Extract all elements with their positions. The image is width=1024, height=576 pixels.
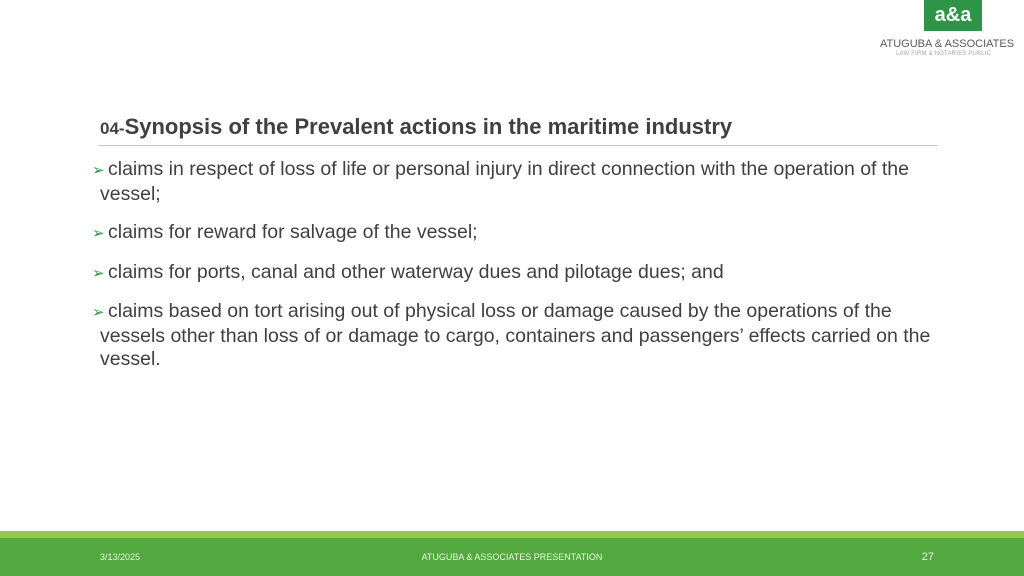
title-divider (98, 145, 938, 146)
arrow-bullet-icon: ➢ (92, 225, 105, 242)
arrow-bullet-icon: ➢ (92, 304, 105, 321)
brand-logo (924, 0, 982, 31)
arrow-bullet-icon: ➢ (92, 264, 105, 282)
page-number: 27 (921, 551, 934, 563)
list-item-text: claims in respect of loss of life or personal injury in direct connection with the operation of the vessel; (100, 158, 909, 205)
list-item (92, 261, 942, 286)
list-item (92, 158, 942, 206)
logo-tagline: LAW FIRM & NOTARIES PUBLIC (896, 51, 992, 57)
slide-title-number: 04- (100, 119, 125, 138)
slide-title (100, 114, 938, 140)
list-item-text: claims based on tort arising out of physical loss or damage caused by the operations of the vessels other than loss of or damage to cargo, containers and passengers’ effects carried on the vessel. (100, 300, 931, 370)
list-item (92, 300, 942, 372)
footer-accent-strip (0, 531, 1024, 538)
logo-mark: a&a (934, 4, 972, 26)
list-item-text: claims for ports, canal and other waterway dues and pilotage dues; and (108, 260, 724, 283)
slide-title-text: Synopsis of the Prevalent actions in the maritime industry (124, 114, 733, 139)
list-item (92, 221, 942, 246)
list-item-text: claims for reward for salvage of the vessel; (108, 221, 478, 243)
footer-title: ATUGUBA & ASSOCIATES PRESENTATION (421, 552, 603, 562)
footer-date: 3/13/2025 (100, 552, 141, 562)
bullet-list (92, 158, 942, 387)
logo-name: ATUGUBA & ASSOCIATES (880, 38, 1015, 50)
footer-bar (0, 538, 1024, 576)
arrow-bullet-icon: ➢ (92, 162, 105, 179)
